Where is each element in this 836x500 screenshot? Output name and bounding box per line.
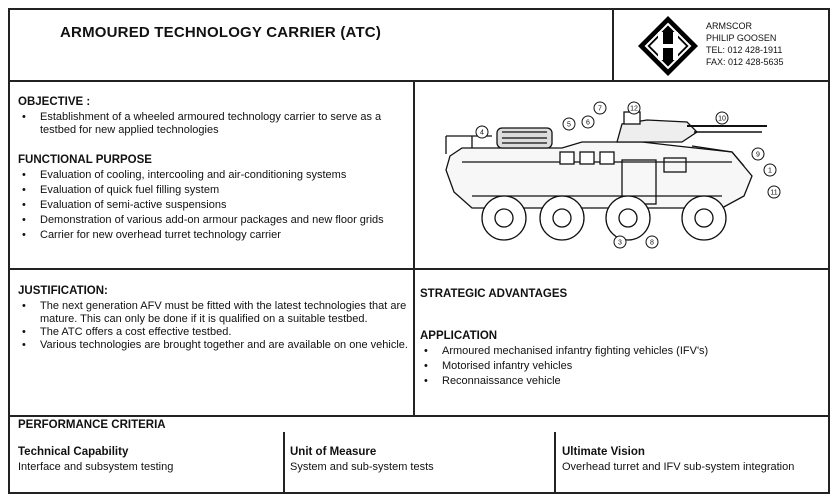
perf-column-value: Overhead turret and IFV sub-system integration [562,461,795,473]
list-item: • Evaluation of semi-active suspensions [18,199,410,212]
callout-4 [476,126,488,138]
divider [413,80,415,416]
contact-line: PHILIP GOOSEN [706,33,777,43]
armscor-logo [636,14,700,78]
callout-label: 8 [650,239,654,247]
callout-label: 6 [586,119,590,127]
divider [612,8,614,81]
functional-purpose-section [18,154,410,242]
perf-column-value: System and sub-system tests [290,461,434,473]
list-item: • Establishment of a wheeled armoured technology carrier to serve as a testbed for new applied technologies [18,111,410,137]
callout-label: 4 [480,129,484,137]
callout-label: 9 [756,151,760,159]
contact-line: FAX: 012 428-5635 [706,57,784,67]
callout-label: 5 [567,121,571,129]
callout-10 [716,112,728,124]
callout-3 [614,236,626,248]
perf-column-heading: Technical Capability [18,446,129,458]
divider [554,432,556,493]
divider [8,492,830,494]
list-item: • Armoured mechanised infantry fighting vehicles (IFV's) [420,345,820,358]
perf-column-heading: Ultimate Vision [562,446,645,458]
callout-6 [582,116,594,128]
callout-label: 3 [618,239,622,247]
divider [283,432,285,493]
divider [828,8,830,494]
divider [8,268,830,270]
list-item: • Motorised infantry vehicles [420,360,820,373]
callout-11 [768,186,780,198]
contact-line: TEL: 012 428-1911 [706,45,783,55]
application-section [420,330,820,388]
performance-heading: PERFORMANCE CRITERIA [18,419,166,431]
functional-purpose-heading: FUNCTIONAL PURPOSE [18,154,152,166]
callout-7 [594,102,606,114]
list-item: • The next generation AFV must be fitted with the latest technologies that are mature. This can only be done if it is qualified on a suitable testbed. [18,300,412,326]
application-heading: APPLICATION [420,330,498,342]
list-item: • Evaluation of cooling, intercooling and air-conditioning systems [18,169,410,182]
list-item: • Various technologies are brought together and are available on one vehicle. [18,339,412,352]
perf-column [562,446,794,473]
contact-line: ARMSCOR [706,21,753,31]
callout-9 [752,148,764,160]
strategic-section [420,288,820,300]
callout-label: 7 [598,105,602,113]
callout-12 [628,102,640,114]
callout-label: 10 [718,115,726,123]
perf-column-heading: Unit of Measure [290,446,377,458]
callout-1 [764,164,776,176]
divider [8,415,830,417]
callout-8 [646,236,658,248]
list-item: • The ATC offers a cost effective testbed. [18,326,410,339]
divider [8,8,830,10]
objective-section [18,96,410,137]
list-item: • Evaluation of quick fuel filling system [18,184,410,197]
divider [8,80,830,82]
perf-column [18,446,173,473]
page-title: ARMOURED TECHNOLOGY CARRIER (ATC) [60,24,382,41]
divider [8,8,10,494]
list-item: • Carrier for new overhead turret technology carrier [18,229,410,242]
contact-block [706,20,784,68]
callout-5 [563,118,575,130]
callout-label: 12 [630,105,638,113]
vehicle-diagram [432,96,792,256]
callout-label: 1 [768,167,772,175]
performance-section [18,419,166,431]
perf-column-value: Interface and subsystem testing [18,461,174,473]
list-item: • Demonstration of various add-on armour packages and new floor grids [18,214,410,227]
list-item: • Reconnaissance vehicle [420,375,820,388]
justification-heading: JUSTIFICATION: [18,285,108,297]
justification-section [18,285,410,352]
objective-heading: OBJECTIVE : [18,96,91,108]
strategic-heading: STRATEGIC ADVANTAGES [420,288,568,300]
perf-column [290,446,434,473]
callout-label: 11 [770,189,778,197]
